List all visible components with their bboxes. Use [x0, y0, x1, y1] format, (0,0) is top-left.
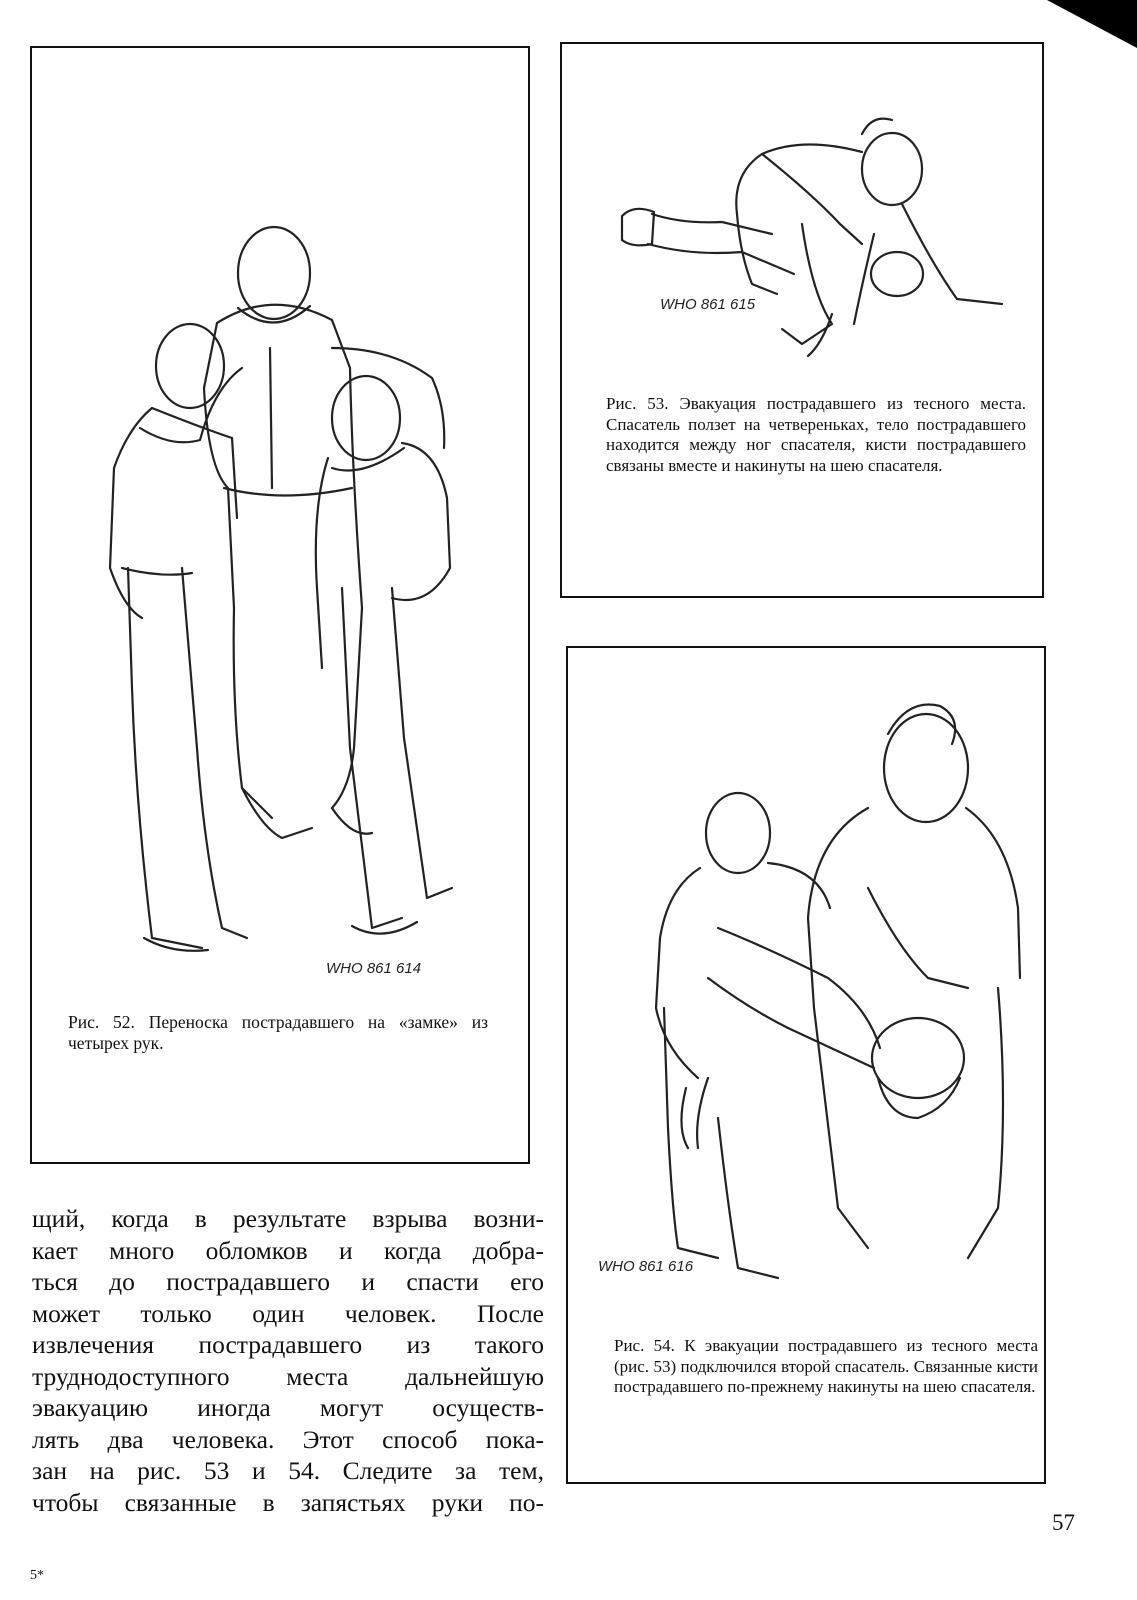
- corner-tab-mark: [1047, 0, 1137, 48]
- figure-52-frame: [30, 46, 530, 1164]
- figure-52-illustration: [32, 48, 528, 988]
- body-line: может только один человек. После: [32, 1298, 544, 1328]
- signature-mark: 5*: [30, 1568, 44, 1583]
- figure-52-caption: Рис. 52. Переноска пострадавшего на «замке» из четырех рук.: [68, 1012, 488, 1053]
- figure-53-code: WHO 861 615: [660, 296, 756, 313]
- body-text-column: [32, 1203, 544, 1518]
- figure-54-caption: Рис. 54. К эвакуации пострадавшего из тесного места (рис. 53) подключился второй спасатель. Связанные кисти пострадавшего по-прежнему накинуты на шею спасателя.: [614, 1336, 1038, 1396]
- body-line: зан на рис. 53 и 54. Следите за тем,: [32, 1456, 544, 1485]
- figure-52-code: WHO 861 614: [326, 960, 422, 977]
- body-line: чтобы связанные в запястьях руки по-: [32, 1487, 544, 1517]
- body-line: труднодоступного места дальнейшую: [32, 1361, 544, 1391]
- body-line: извлечения пострадавшего из такого: [32, 1330, 544, 1359]
- figure-53-illustration: [562, 44, 1042, 374]
- figure-53-caption: Рис. 53. Эвакуация пострадавшего из тесного места. Спасатель ползет на четвереньках, тело пострадавшего находится между ног спасателя, кисти пострадавшего связаны вместе и накинуты на шею спасателя.: [606, 394, 1026, 475]
- body-line: лять два человека. Этот способ пока-: [32, 1424, 544, 1454]
- body-line: эвакуацию иногда могут осуществ-: [32, 1393, 544, 1422]
- figure-54-code: WHO 861 616: [598, 1258, 694, 1275]
- body-line: кает много обломков и когда добра-: [32, 1235, 544, 1265]
- body-line: щий, когда в результате взрыва возни-: [32, 1204, 544, 1233]
- figure-53-frame: [560, 42, 1044, 598]
- figure-54-frame: [566, 646, 1046, 1484]
- figure-54-illustration: [568, 648, 1044, 1288]
- body-line: ться до пострадавшего и спасти его: [32, 1267, 544, 1296]
- page-number: 57: [1052, 1510, 1075, 1535]
